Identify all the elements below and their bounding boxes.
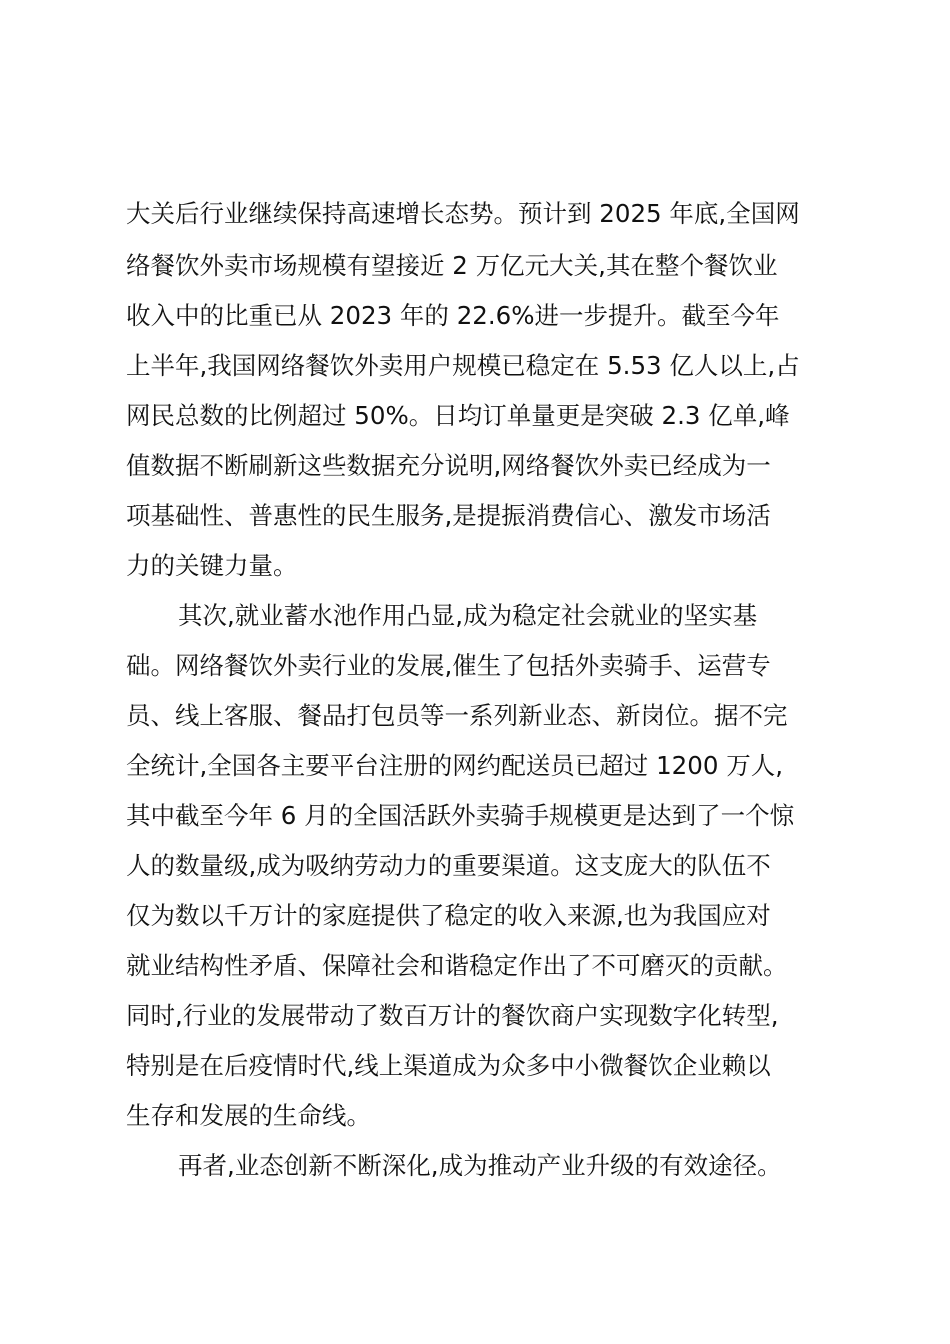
text-line: 生存和发展的生命线。 — [126, 1101, 371, 1130]
text-line: 础。网络餐饮外卖行业的发展,催生了包括外卖骑手、运营专 — [126, 651, 771, 680]
text-line: 就业结构性矛盾、保障社会和谐稳定作出了不可磨灭的贡献。 — [126, 951, 788, 980]
text-line: 收入中的比重已从 2023 年的 22.6%进一步提升。截至今年 — [126, 301, 780, 330]
text-line: 同时,行业的发展带动了数百万计的餐饮商户实现数字化转型, — [126, 1001, 779, 1030]
text-line: 仅为数以千万计的家庭提供了稳定的收入来源,也为我国应对 — [126, 901, 771, 930]
text-line: 员、线上客服、餐品打包员等一系列新业态、新岗位。据不完 — [126, 701, 788, 730]
text-line: 上半年,我国网络餐饮外卖用户规模已稳定在 5.53 亿人以上,占 — [126, 351, 800, 380]
text-line: 力的关键力量。 — [126, 551, 298, 580]
text-line: 值数据不断刷新这些数据充分说明,网络餐饮外卖已经成为一 — [126, 451, 771, 480]
text-line: 全统计,全国各主要平台注册的网约配送员已超过 1200 万人, — [126, 751, 783, 780]
text-line: 络餐饮外卖市场规模有望接近 2 万亿元大关,其在整个餐饮业 — [126, 251, 778, 280]
text-line: 特别是在后疫情时代,线上渠道成为众多中小微餐饮企业赖以 — [126, 1051, 771, 1080]
text-line: 其中截至今年 6 月的全国活跃外卖骑手规模更是达到了一个惊 — [126, 801, 795, 830]
paragraph-start-line: 其次,就业蓄水池作用凸显,成为稳定社会就业的坚实基 — [178, 601, 758, 630]
paragraph-start-line: 再者,业态创新不断深化,成为推动产业升级的有效途径。 — [178, 1151, 782, 1180]
text-line: 大关后行业继续保持高速增长态势。预计到 2025 年底,全国网 — [126, 199, 800, 228]
text-line: 项基础性、普惠性的民生服务,是提振消费信心、激发市场活 — [126, 501, 771, 530]
text-line: 网民总数的比例超过 50%。日均订单量更是突破 2.3 亿单,峰 — [126, 401, 790, 430]
text-line: 人的数量级,成为吸纳劳动力的重要渠道。这支庞大的队伍不 — [126, 851, 771, 880]
